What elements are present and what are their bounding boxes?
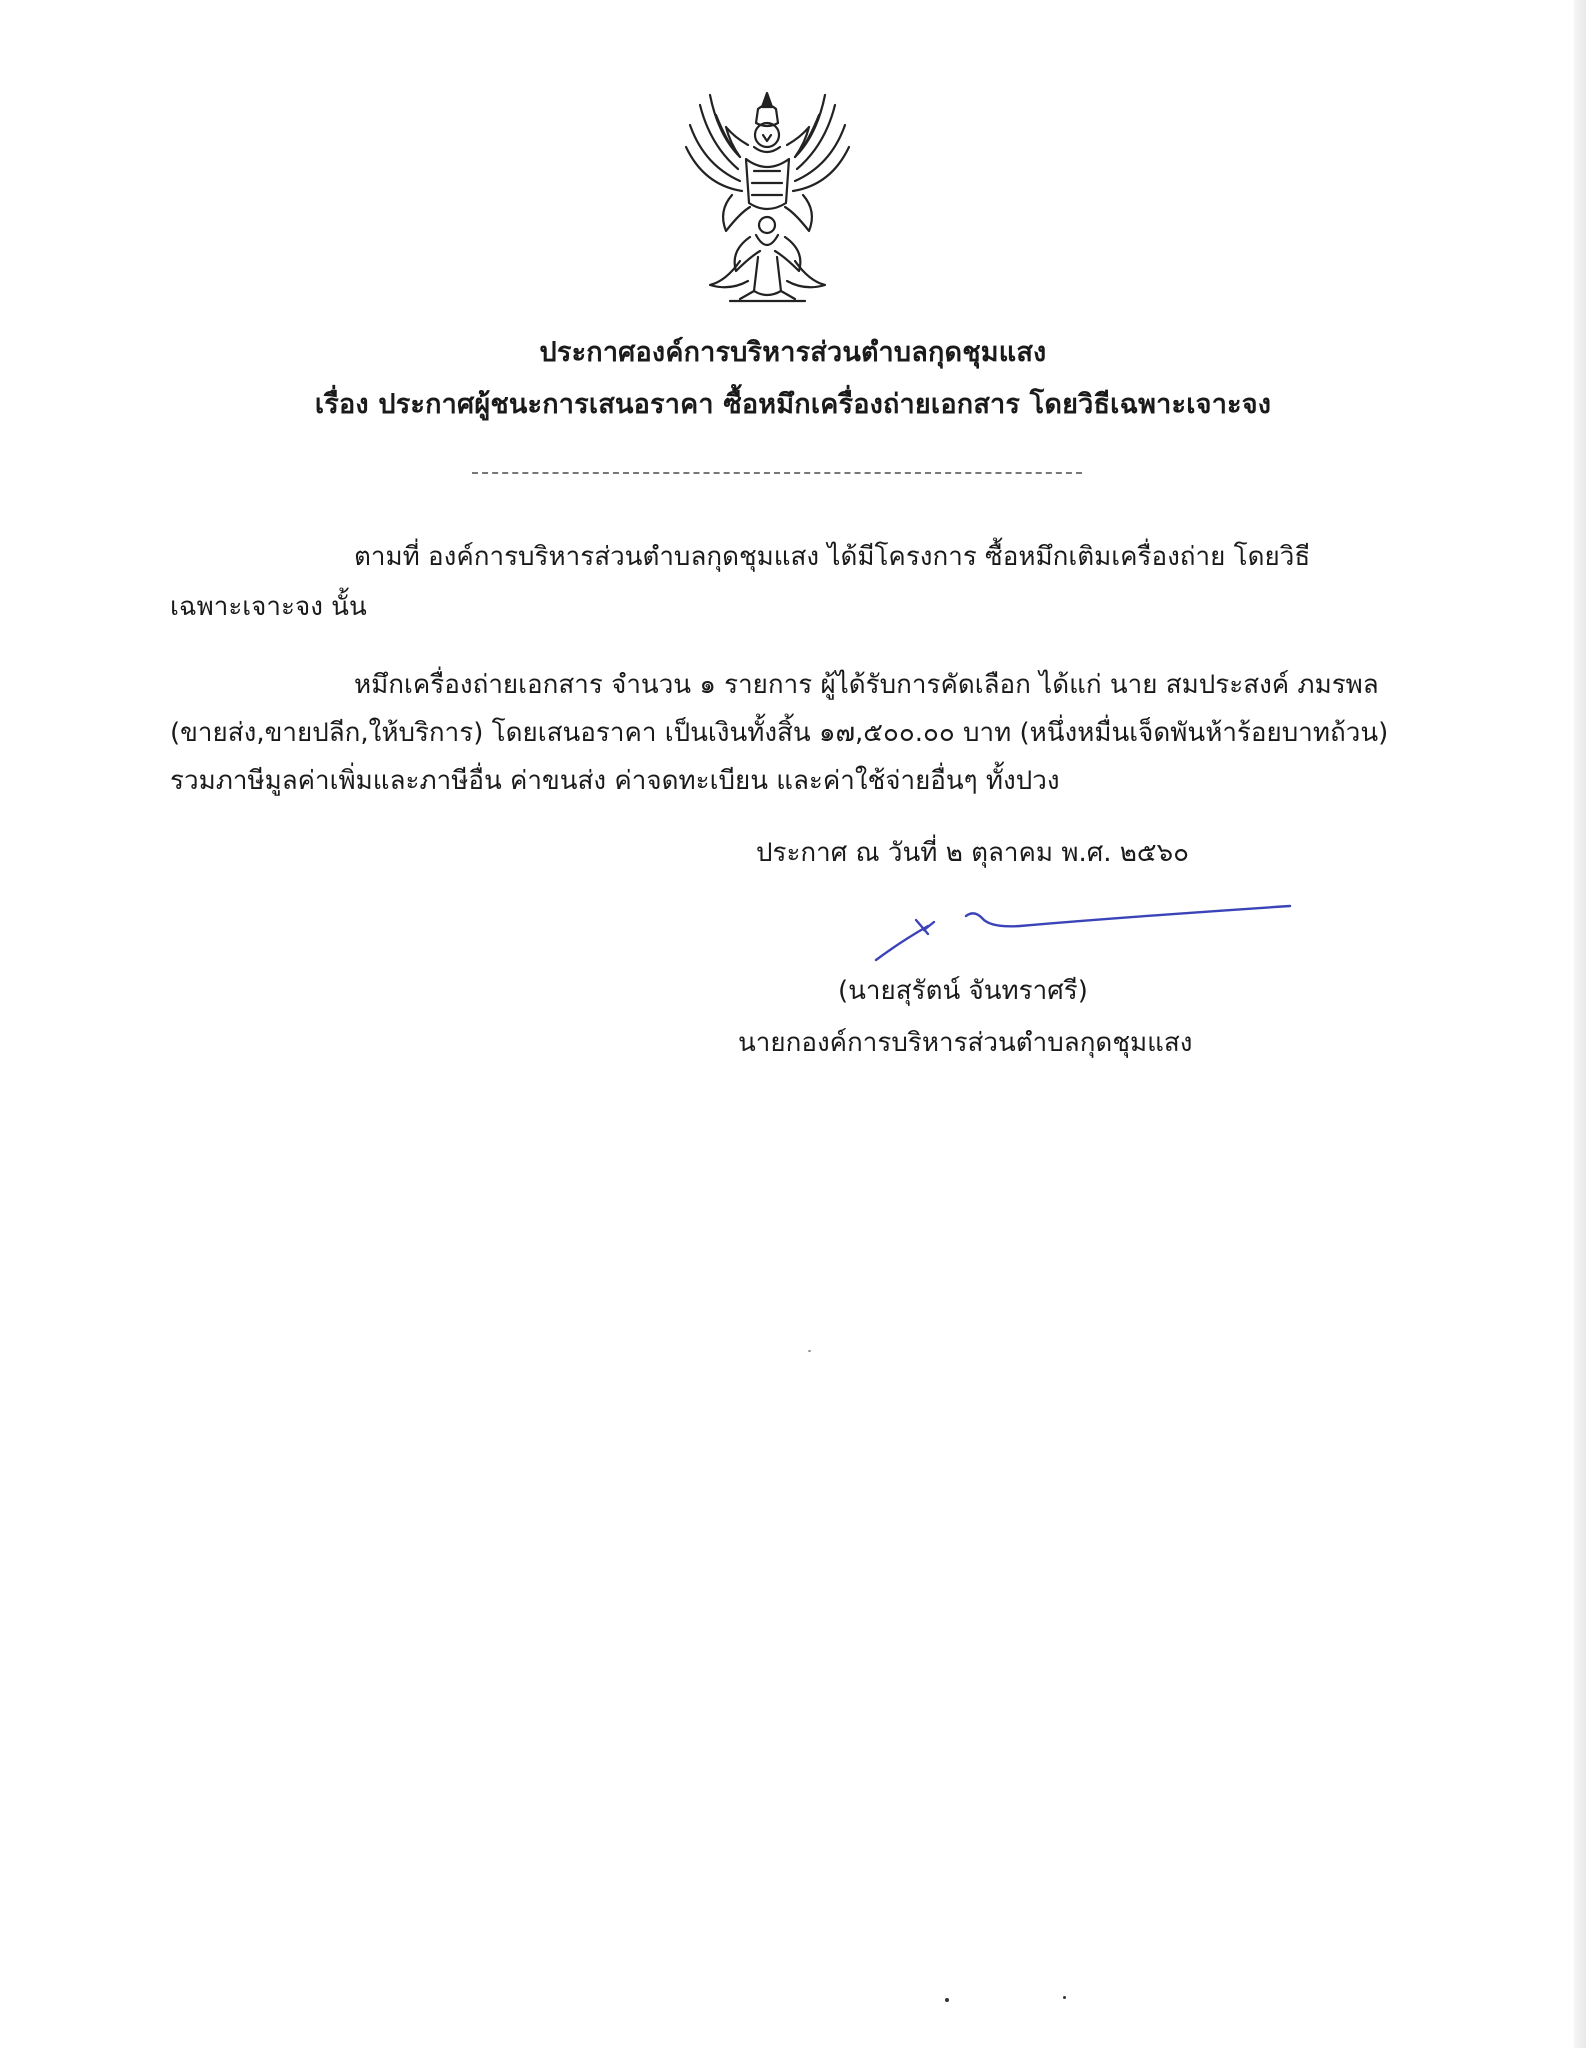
handwritten-signature-icon: [870, 882, 1300, 982]
scan-speck: [945, 1998, 949, 2002]
signer-name: (นายสุรัตน์ จันทราศรี): [838, 976, 1088, 1006]
announcement-subject: เรื่อง ประกาศผู้ชนะการเสนอราคา ซื้อหมึกเครื่องถ่ายเอกสาร โดยวิธีเฉพาะเจาะจง: [314, 389, 1272, 420]
signer-title: นายกองค์การบริหารส่วนตำบลกุดชุมแสง: [738, 1028, 1193, 1058]
title-separator: [472, 472, 1082, 474]
announcement-date: ประกาศ ณ วันที่ ๒ ตุลาคม พ.ศ. ๒๕๖๐: [756, 838, 1189, 868]
announcement-title: ประกาศองค์การบริหารส่วนตำบลกุดชุมแสง: [539, 337, 1047, 368]
paragraph-2-line-2: (ขายส่ง,ขายปลีก,ให้บริการ) โดยเสนอราคา เป็นเงินทั้งสิ้น ๑๗,๕๐๐.๐๐ บาท (หนึ่งหมื่นเจ็ดพันห้าร้อยบาทถ้วน): [170, 718, 1389, 748]
paragraph-2-line-1: หมึกเครื่องถ่ายเอกสาร จำนวน ๑ รายการ ผู้ได้รับการคัดเลือก ได้แก่ นาย สมประสงค์ ภมรพล: [354, 670, 1379, 700]
scan-speck: [1063, 1996, 1066, 1999]
page-edge: [1574, 0, 1586, 2048]
paragraph-1-line-1: ตามที่ องค์การบริหารส่วนตำบลกุดชุมแสง ได้มีโครงการ ซื้อหมึกเติมเครื่องถ่าย โดยวิธี: [354, 542, 1311, 572]
scan-speck: [808, 1350, 811, 1352]
garuda-emblem-icon: [670, 85, 865, 305]
paragraph-1-line-2: เฉพาะเจาะจง นั้น: [170, 592, 367, 622]
paragraph-2-line-3: รวมภาษีมูลค่าเพิ่มและภาษีอื่น ค่าขนส่ง ค่าจดทะเบียน และค่าใช้จ่ายอื่นๆ ทั้งปวง: [170, 766, 1060, 796]
